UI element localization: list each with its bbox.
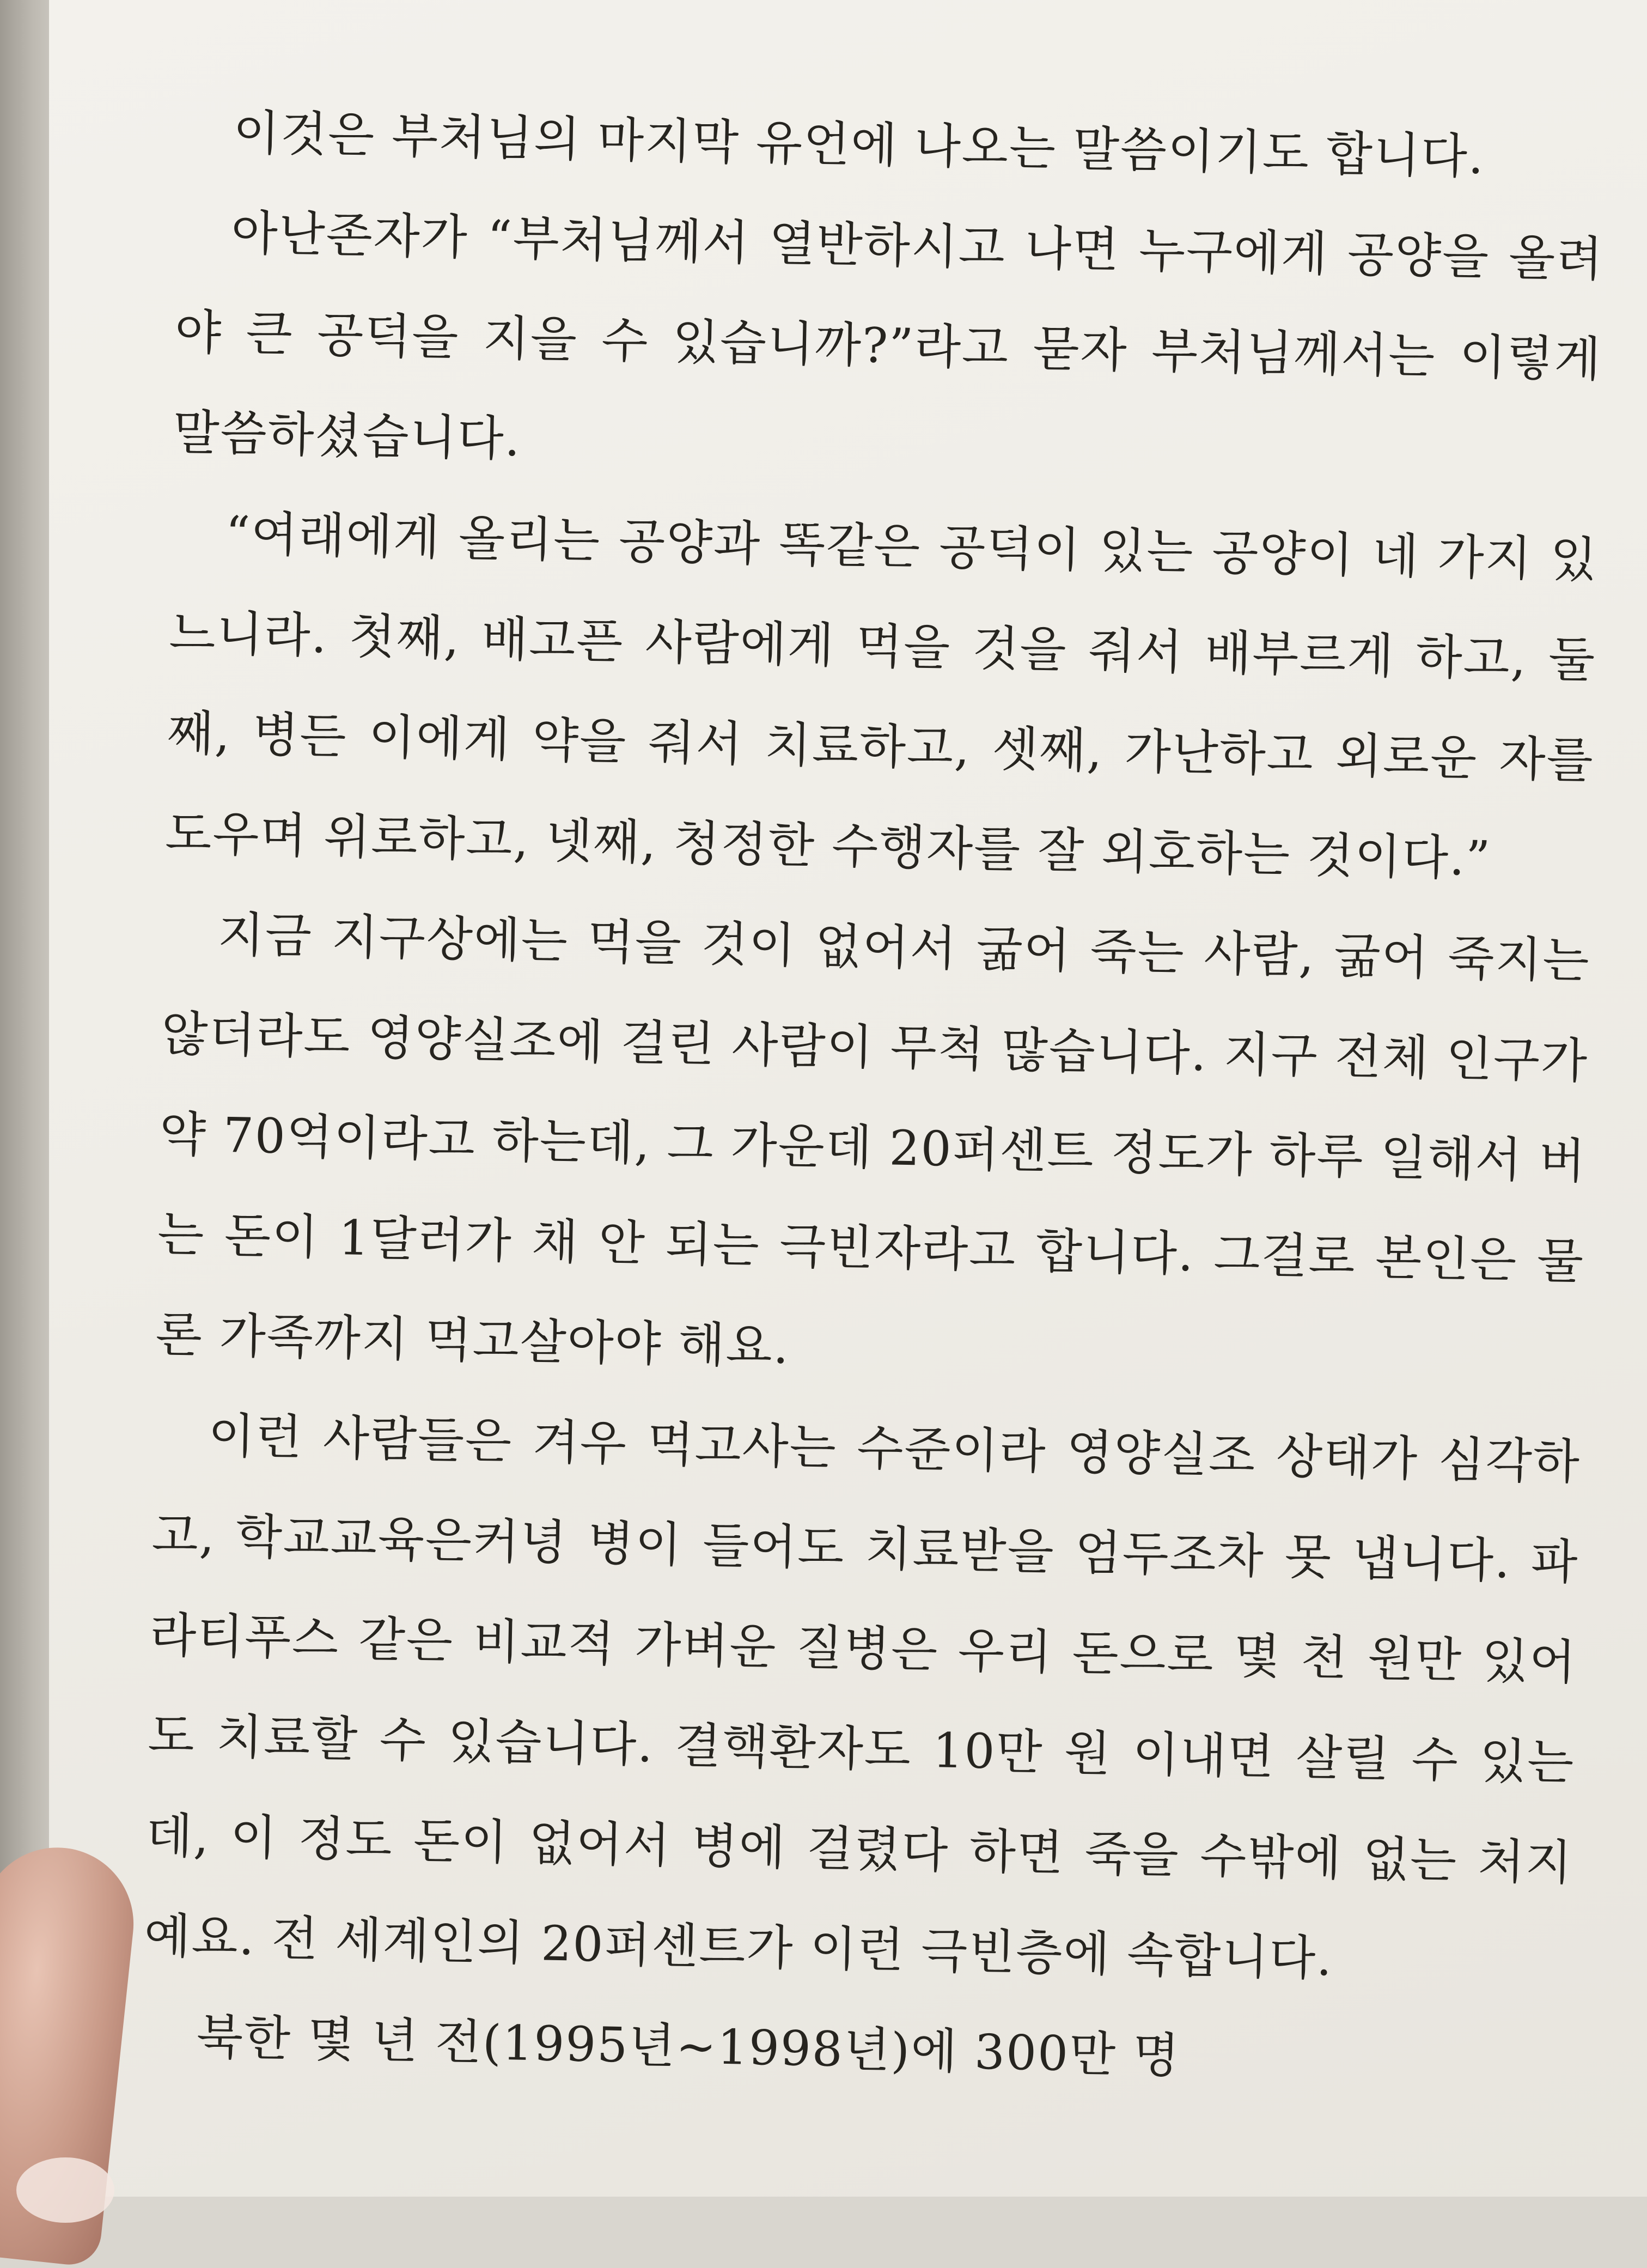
page-text (141, 82, 1606, 2114)
paragraph-2: 아난존자가 “부처님께서 열반하시고 나면 누구에게 공양을 올려야 큰 공덕을 지을 수 있습니까?”라고 묻자 부처님께서는 이렇게 말씀하셨습니다. (172, 204, 1605, 467)
book-page (49, 0, 1647, 2197)
paragraph-3: “여래에게 올리는 공양과 똑같은 공덕이 있는 공양이 네 가지 있느니라. 첫째, 배고픈 사람에게 먹을 것을 줘서 배부르게 하고, 둘째, 병든 이에게 약을 줘서 치료하고, 셋째, 가난하고 외로운 자를 도우며 위로하고, 넷째, 청정한 수행자를 잘 외호하는 것이다.” (164, 505, 1599, 887)
fingernail (16, 2157, 114, 2223)
paragraph-1: 이것은 부처님의 마지막 유언에 나오는 말씀이기도 합니다. (233, 104, 1485, 185)
paragraph-5: 이런 사람들은 겨우 먹고사는 수준이라 영양실조 상태가 심각하고, 학교교육은커녕 병이 들어도 치료받을 엄두조차 못 냅니다. 파라티푸스 같은 비교적 가벼운 질병은 우리 돈으로 몇 천 원만 있어도 치료할 수 있습니다. 결핵환자도 10만 원 이내면 살릴 수 있는데, 이 정도 돈이 없어서 병에 걸렸다 하면 죽을 수밖에 없는 처지예요. 전 세계인의 20퍼센트가 이런 극빈층에 속합니다. (143, 1407, 1581, 1987)
paragraph-4: 지금 지구상에는 먹을 것이 없어서 굶어 죽는 사람, 굶어 죽지는 않더라도 영양실조에 걸린 사람이 무척 많습니다. 지구 전체 인구가 약 70억이라고 하는데, 그 가운데 20퍼센트 정도가 하루 일해서 버는 돈이 1달러가 채 안 되는 극빈자라고 합니다. 그걸로 본인은 물론 가족까지 먹고살아야 해요. (155, 906, 1591, 1375)
paragraph-6-partial: 북한 몇 년 전(1995년~1998년)에 300만 명 (196, 2009, 1181, 2084)
